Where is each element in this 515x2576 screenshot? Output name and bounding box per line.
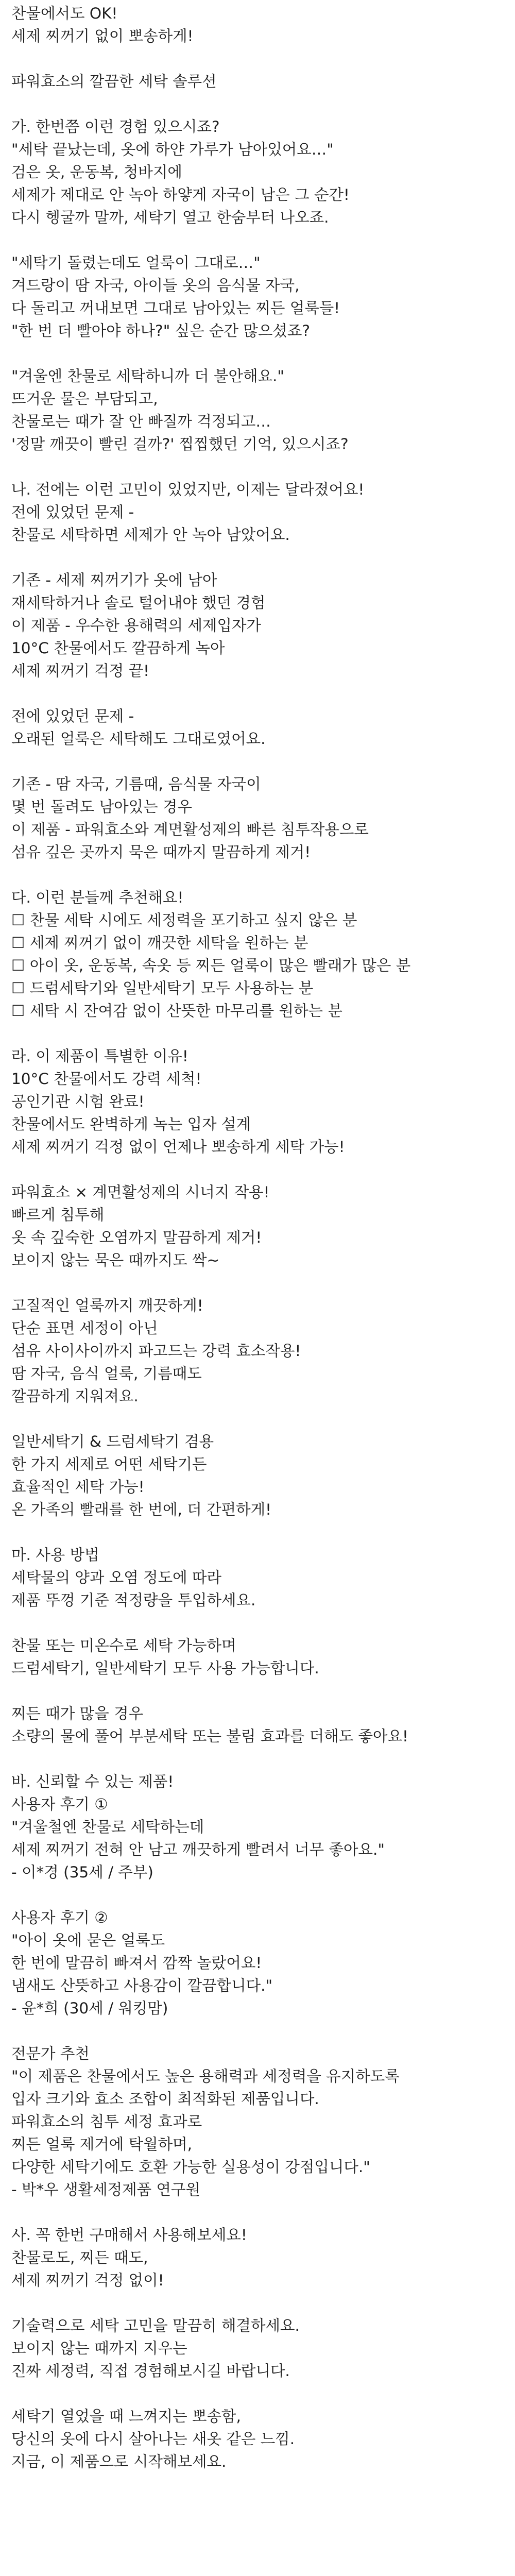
text-line: 당신의 옷에 다시 살아나는 새옷 같은 느낌.	[11, 2430, 295, 2448]
text-line: 세제 찌꺼기 전혀 안 남고 깨끗하게 빨려서 너무 좋아요."	[11, 1841, 385, 1858]
text-line: 기존 - 땀 자국, 기름때, 음식물 자국이	[11, 775, 261, 793]
paragraph	[11, 115, 504, 229]
paragraph	[11, 365, 504, 455]
text-line: 찬물로는 때가 잘 안 빠질까 걱정되고…	[11, 413, 271, 430]
paragraph	[11, 70, 504, 93]
text-line: 몇 번 돌려도 남아있는 경우	[11, 798, 192, 816]
text-line: 한 가지 세제로 어떤 세탁기든	[11, 1455, 207, 1473]
text-line: 드럼세탁기, 일반세탁기 모두 사용 가능합니다.	[11, 1659, 319, 1677]
text-line: 가. 한번쯤 이런 경험 있으시죠?	[11, 118, 220, 135]
paragraph	[11, 2042, 504, 2201]
text-line: 바. 신뢰할 수 있는 제품!	[11, 1773, 174, 1790]
text-line: 재세탁하거나 솔로 털어내야 했던 경험	[11, 594, 266, 612]
text-line: 기술력으로 세탁 고민을 말끔히 해결하세요.	[11, 2317, 300, 2334]
text-line: 빠르게 침투해	[11, 1206, 105, 1224]
paragraph	[11, 1181, 504, 1272]
paragraph	[11, 569, 504, 682]
text-line: 한 번에 말끔히 빠져서 깜짝 놀랐어요!	[11, 1954, 262, 1972]
text-line: - 박*우 생활세정제품 연구원	[11, 2181, 200, 2198]
paragraph	[11, 2314, 504, 2382]
paragraph	[11, 773, 504, 863]
text-line: 세탁기 열었을 때 느껴지는 뽀송함,	[11, 2408, 241, 2425]
text-line: 옷 속 깊숙한 오염까지 말끔하게 제거!	[11, 1229, 262, 1246]
text-line: 진짜 세정력, 직접 경험해보시길 바랍니다.	[11, 2362, 290, 2380]
text-line: 파워효소 × 계면활성제의 시너지 작용!	[11, 1183, 270, 1201]
text-line: 오래된 얼룩은 세탁해도 그대로였어요.	[11, 730, 266, 748]
text-line: 찌든 때가 많을 경우	[11, 1705, 144, 1722]
paragraph	[11, 478, 504, 546]
text-line: 땀 자국, 음식 얼룩, 기름때도	[11, 1365, 202, 1382]
text-line: 세제 찌꺼기 걱정 없이 언제나 뽀송하게 세탁 가능!	[11, 1138, 345, 1156]
text-line: 파워효소의 침투 세정 효과로	[11, 2113, 202, 2130]
text-line: - 윤*희 (30세 / 워킹맘)	[11, 1999, 168, 2017]
text-line: '정말 깨끗이 빨린 걸까?' 찝찝했던 기억, 있으시죠?	[11, 435, 349, 453]
text-line: "한 번 더 빨아야 하나?" 싶은 순간 많으셨죠?	[11, 322, 311, 340]
text-line: 찬물 또는 미온수로 세탁 가능하며	[11, 1637, 236, 1654]
text-line: 세제 찌꺼기 걱정 없이!	[11, 2272, 164, 2289]
text-line: 다시 헹굴까 말까, 세탁기 열고 한숨부터 나오죠.	[11, 209, 329, 226]
text-line: "겨울엔 찬물로 세탁하니까 더 불안해요."	[11, 367, 284, 385]
paragraph	[11, 1294, 504, 1408]
text-line: 지금, 이 제품으로 시작해보세요.	[11, 2453, 227, 2470]
text-line: 기존 - 세제 찌꺼기가 옷에 남아	[11, 571, 217, 589]
text-line: 세탁물의 양과 오염 정도에 따라	[11, 1569, 221, 1586]
text-line: 고질적인 얼룩까지 깨끗하게!	[11, 1297, 203, 1314]
text-line: 보이지 않는 묵은 때까지도 싹~	[11, 1251, 220, 1269]
text-line: 온 가족의 빨래를 한 번에, 더 간편하게!	[11, 1501, 271, 1518]
text-line: 찬물로도, 찌든 때도,	[11, 2249, 148, 2266]
text-line: 공인기관 시험 완료!	[11, 1093, 145, 1110]
text-line: 섬유 사이사이까지 파고드는 강력 효소작용!	[11, 1342, 301, 1360]
text-line: "이 제품은 찬물에서도 높은 용해력과 세정력을 유지하도록	[11, 2067, 400, 2085]
text-line: 단순 표면 세정이 아닌	[11, 1319, 158, 1337]
paragraph	[11, 886, 504, 1022]
text-line: 겨드랑이 땀 자국, 아이들 옷의 음식물 자국,	[11, 277, 300, 294]
text-line: 이 제품 - 우수한 용해력의 세제입자가	[11, 617, 261, 634]
text-line: 소량의 물에 풀어 부분세탁 또는 불림 효과를 더해도 좋아요!	[11, 1727, 408, 1745]
text-line: 전에 있었던 문제 -	[11, 707, 134, 725]
text-line: ☐ 찬물 세탁 시에도 세정력을 포기하고 싶지 않은 분	[11, 911, 357, 929]
text-line: 보이지 않는 때까지 지우는	[11, 2340, 187, 2357]
paragraph	[11, 1634, 504, 1680]
text-line: 이 제품 - 파워효소와 계면활성제의 빠른 침투작용으로	[11, 821, 369, 838]
text-line: 사용자 후기 ①	[11, 1795, 108, 1813]
text-line: - 이*경 (35세 / 주부)	[11, 1863, 153, 1881]
text-line: 뜨거운 물은 부담되고,	[11, 390, 158, 408]
text-line: 마. 사용 방법	[11, 1546, 99, 1564]
text-line: ☐ 세탁 시 잔여감 없이 산뜻한 마무리를 원하는 분	[11, 1002, 342, 1020]
text-line: 찬물에서도 OK!	[11, 5, 118, 22]
paragraph	[11, 1544, 504, 1612]
text-line: 다 돌리고 꺼내보면 그대로 남아있는 찌든 얼룩들!	[11, 299, 340, 317]
text-line: ☐ 세제 찌꺼기 없이 깨끗한 세탁을 원하는 분	[11, 934, 308, 952]
text-line: 사. 꼭 한번 구매해서 사용해보세요!	[11, 2226, 247, 2244]
text-line: 입자 크기와 효소 조합이 최적화된 제품입니다.	[11, 2090, 319, 2108]
text-line: 일반세탁기 & 드럼세탁기 겸용	[11, 1433, 214, 1450]
text-line: "세탁 끝났는데, 옷에 하얀 가루가 남아있어요…"	[11, 141, 334, 158]
text-line: "겨울철엔 찬물로 세탁하는데	[11, 1818, 204, 1836]
text-line: 파워효소의 깔끔한 세탁 솔루션	[11, 73, 217, 90]
text-line: 냄새도 산뜻하고 사용감이 깔끔합니다."	[11, 1977, 273, 1994]
text-line: 세제 찌꺼기 걱정 끝!	[11, 662, 149, 680]
text-line: 라. 이 제품이 특별한 이유!	[11, 1047, 188, 1065]
text-line: 10°C 찬물에서도 깔끔하게 녹아	[11, 639, 225, 657]
text-line: 다양한 세탁기에도 호환 가능한 실용성이 강점입니다."	[11, 2158, 370, 2176]
text-line: 찌든 얼룩 제거에 탁월하며,	[11, 2136, 192, 2153]
paragraph	[11, 2224, 504, 2292]
paragraph	[11, 2, 504, 47]
paragraph	[11, 251, 504, 342]
text-line: ☐ 아이 옷, 운동복, 속옷 등 찌든 얼룩이 많은 빨래가 많은 분	[11, 957, 411, 974]
paragraph	[11, 1906, 504, 2020]
paragraph	[11, 1045, 504, 1158]
paragraph	[11, 705, 504, 750]
text-line: "세탁기 돌렸는데도 얼룩이 그대로…"	[11, 254, 261, 272]
text-line: 검은 옷, 운동복, 청바지에	[11, 163, 182, 181]
text-line: 제품 뚜껑 기준 적정량을 투입하세요.	[11, 1591, 256, 1609]
paragraph	[11, 1702, 504, 1748]
text-line: 효율적인 세탁 가능!	[11, 1478, 145, 1496]
paragraph	[11, 2405, 504, 2473]
text-line: 전문가 추천	[11, 2045, 90, 2062]
text-line: ☐ 드럼세탁기와 일반세탁기 모두 사용하는 분	[11, 979, 314, 997]
text-line: 세제 찌꺼기 없이 뽀송하게!	[11, 27, 194, 45]
text-line: 찬물로 세탁하면 세제가 안 녹아 남았어요.	[11, 526, 290, 544]
text-line: 섬유 깊은 곳까지 묵은 때까지 말끔하게 제거!	[11, 843, 311, 861]
text-line: 전에 있었던 문제 -	[11, 503, 134, 521]
text-line: 나. 전에는 이런 고민이 있었지만, 이제는 달라졌어요!	[11, 481, 365, 498]
text-line: 깔끔하게 지워져요.	[11, 1387, 139, 1405]
text-line: 사용자 후기 ②	[11, 1909, 108, 1926]
text-line: "아이 옷에 묻은 얼룩도	[11, 1931, 165, 1949]
paragraph	[11, 1770, 504, 1884]
text-line: 10°C 찬물에서도 강력 세척!	[11, 1070, 202, 1088]
paragraph	[11, 1430, 504, 1521]
text-line: 세제가 제대로 안 녹아 하얗게 자국이 남은 그 순간!	[11, 186, 350, 204]
text-line: 찬물에서도 완벽하게 녹는 입자 설계	[11, 1115, 251, 1133]
text-line: 다. 이런 분들께 추천해요!	[11, 889, 184, 906]
